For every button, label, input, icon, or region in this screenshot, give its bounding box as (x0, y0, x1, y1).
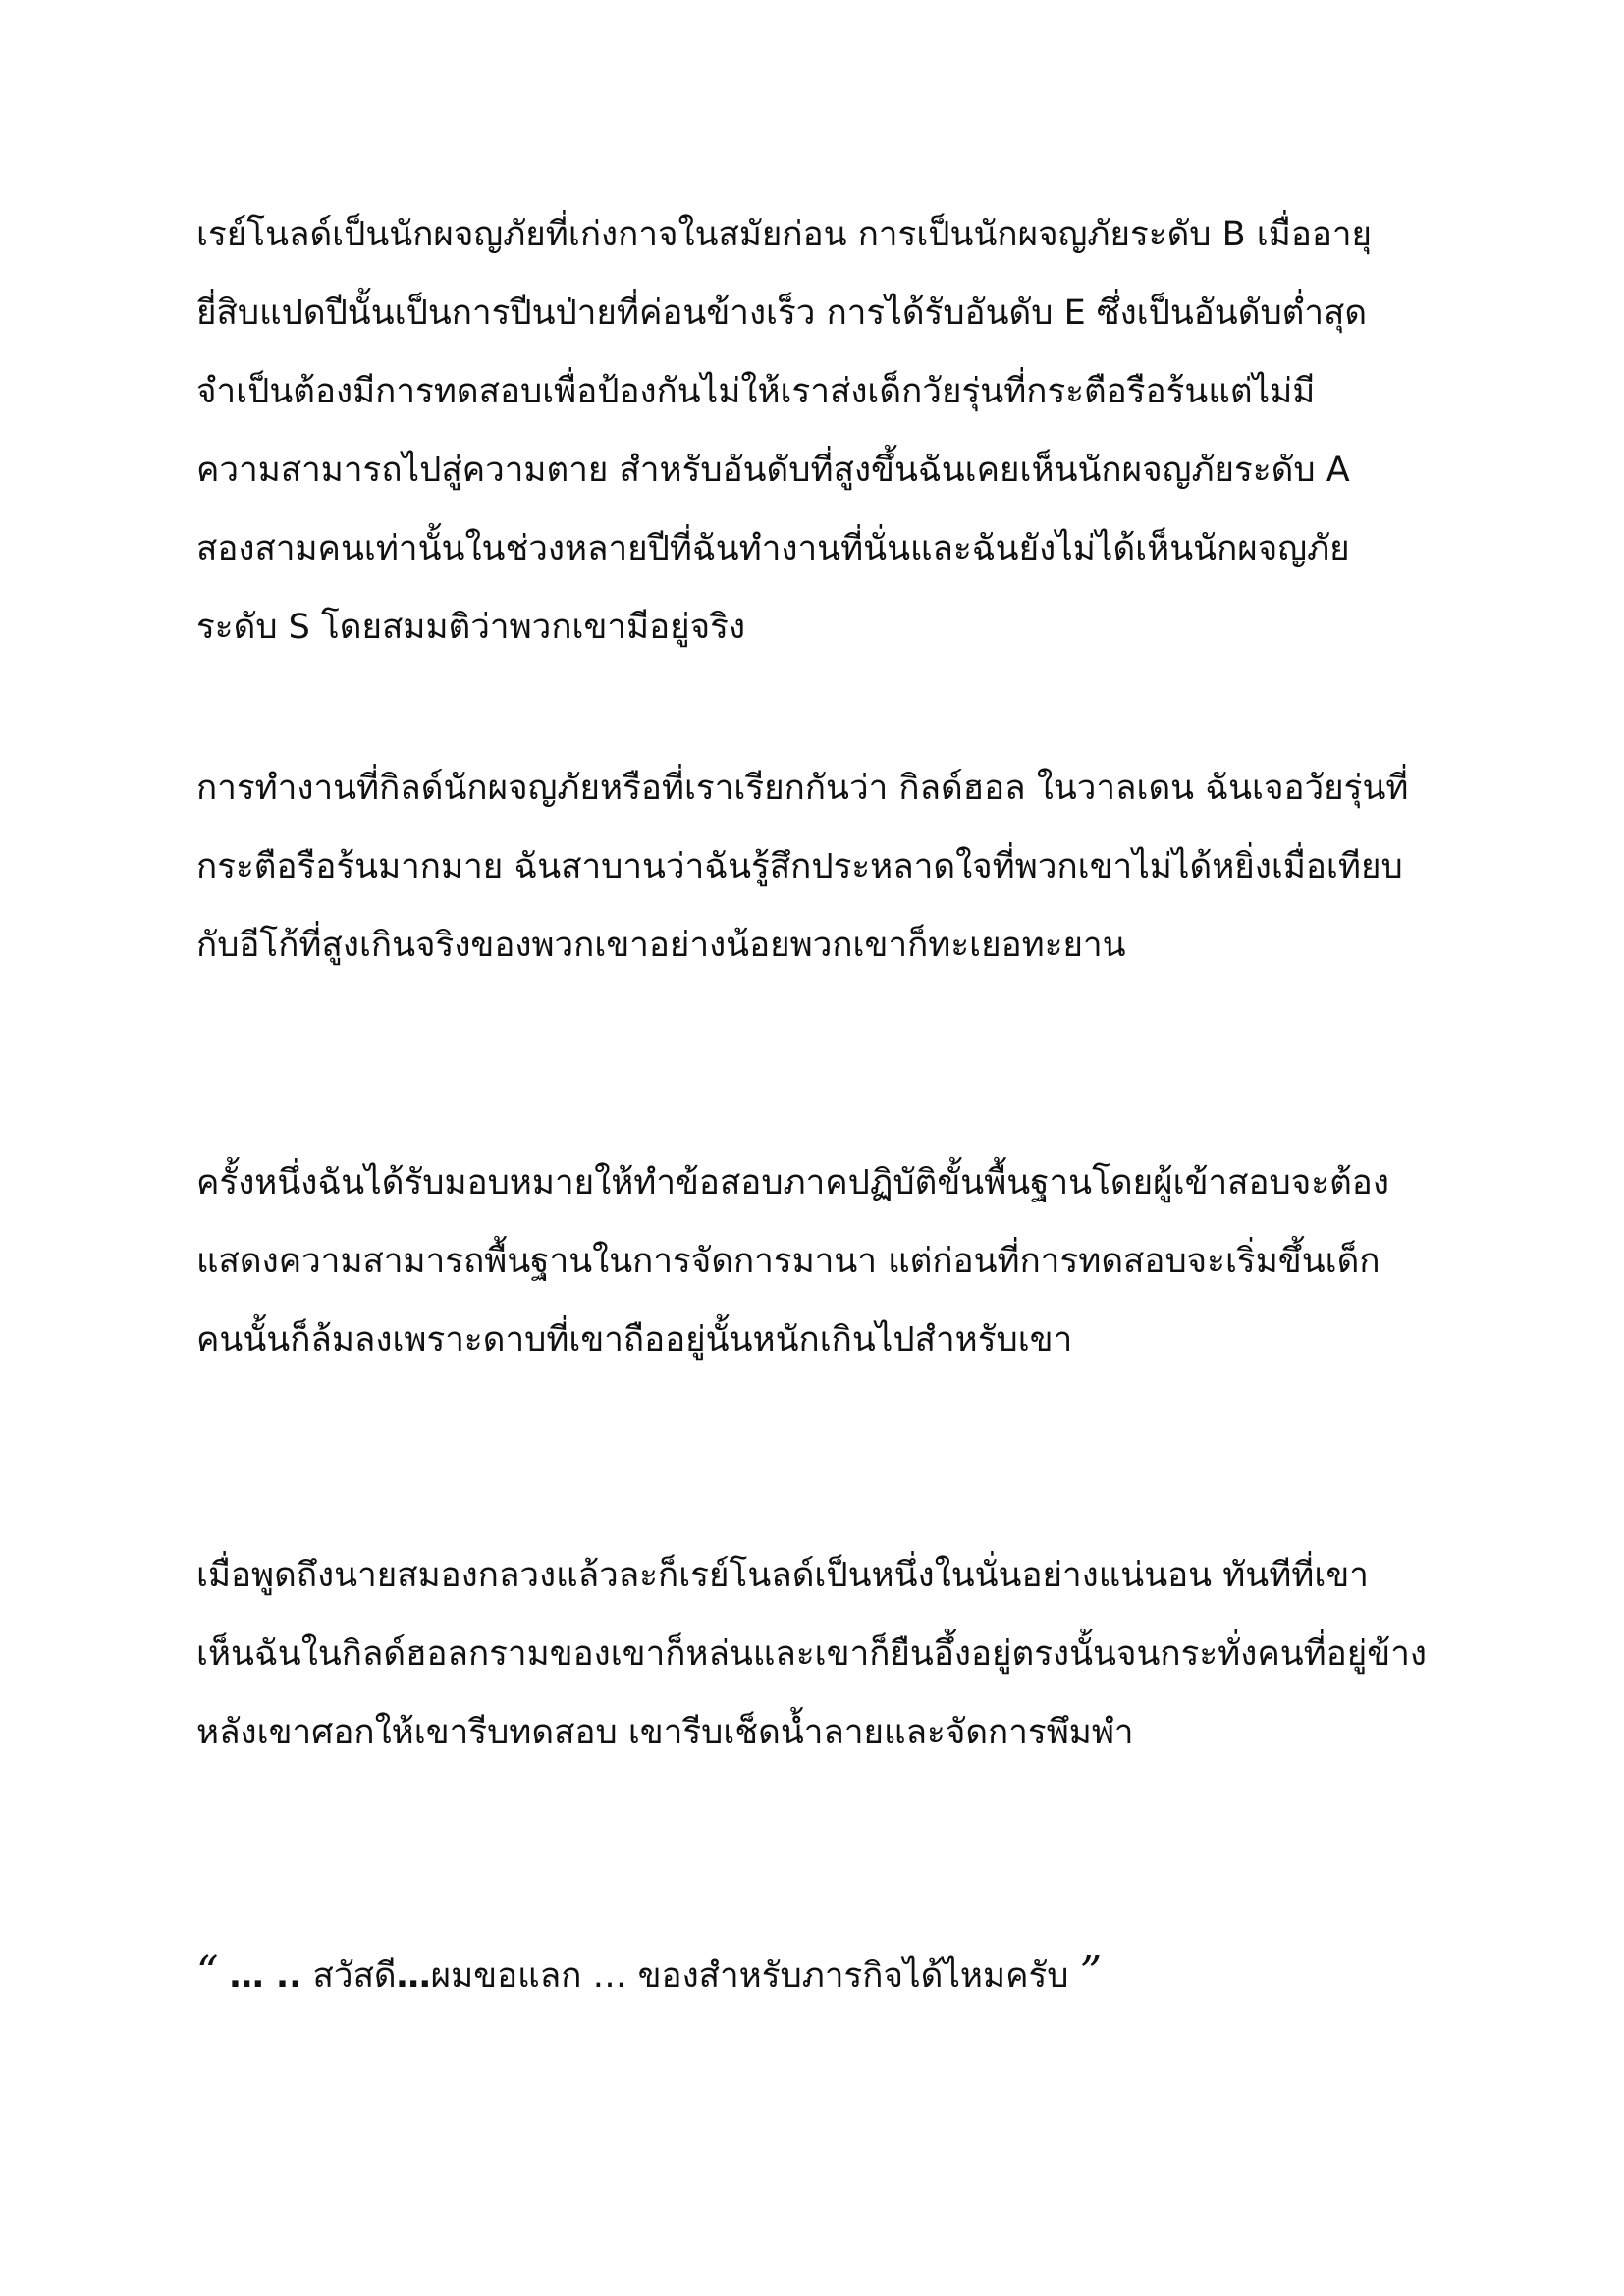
paragraph-1-line-5: สองสามคนเท่านั้นในช่วงหลายปีที่ฉันทำงานที่นั่นและฉันยังไม่ได้เห็นนักผจญภัย (196, 529, 1350, 568)
paragraph-1-line-6: ระดับ S โดยสมมติว่าพวกเขามีอยู่จริง (196, 608, 746, 647)
paragraph-4-line-3: หลังเขาศอกให้เขารีบทดสอบ เขารีบเช็ดน้ำลายและจัดการพึมพำ (196, 1713, 1134, 1752)
paragraph-1-line-3: จำเป็นต้องมีการทดสอบเพื่อป้องกันไม่ให้เราส่งเด็กวัยรุ่นที่กระตือรือร้นแต่ไม่มี (196, 372, 1316, 411)
paragraph-2-line-2: กระตือรือร้นมากมาย ฉันสาบานว่าฉันรู้สึกประหลาดใจที่พวกเขาไม่ได้หยิ่งเมื่อเทียบ (196, 847, 1403, 886)
paragraph-1-line-1: เรย์โนลด์เป็นนักผจญภัยที่เก่งกาจในสมัยก่อน การเป็นนักผจญภัยระดับ B เมื่ออายุ (196, 215, 1373, 254)
paragraph-4-line-2: เห็นฉันในกิลด์ฮอลกรามของเขาก็หล่นและเขาก็ยืนอึ้งอยู่ตรงนั้นจนกระทั่งคนที่อยู่ข้าง (196, 1634, 1427, 1674)
quote-leading-ellipsis: … .. (229, 1956, 302, 1996)
paragraph-3-line-2: แสดงความสามารถพื้นฐานในการจัดการมานา แต่ก่อนที่การทดสอบจะเริ่มขึ้นเด็ก (196, 1242, 1380, 1281)
paragraph-1-line-2: ยี่สิบแปดปีนั้นเป็นการปีนป่ายที่ค่อนข้างเร็ว การได้รับอันดับ E ซึ่งเป็นอันดับต่ำสุด (196, 294, 1368, 333)
dialogue-quote (196, 1949, 1473, 2001)
quote-text-greeting: สวัสดี (301, 1956, 397, 1996)
quote-text-request: ผมขอแลก … ของสำหรับภารกิจได้ไหมครับ (430, 1956, 1080, 1996)
paragraph-2-line-1: การทำงานที่กิลด์นักผจญภัยหรือที่เราเรียกกันว่า กิลด์ฮอล ในวาลเดน ฉันเจอวัยรุ่นที่ (196, 769, 1409, 808)
paragraph-3-line-3: คนนั้นก็ล้มลงเพราะดาบที่เขาถืออยู่นั้นหนักเกินไปสำหรับเขา (196, 1320, 1073, 1360)
paragraph-1-line-4: ความสามารถไปสู่ความตาย สำหรับอันดับที่สูงขึ้นฉันเคยเห็นนักผจญภัยระดับ A (196, 451, 1350, 490)
paragraph-2-line-3: กับอีโก้ที่สูงเกินจริงของพวกเขาอย่างน้อยพวกเขาก็ทะเยอทะยาน (196, 926, 1126, 965)
close-quote-mark: ” (1079, 1948, 1103, 1998)
open-quote-mark: “ (196, 1948, 219, 1998)
quote-mid-ellipsis: … (396, 1956, 431, 1996)
paragraph-3-line-1: ครั้งหนึ่งฉันได้รับมอบหมายให้ทำข้อสอบภาคปฏิบัติขั้นพื้นฐานโดยผู้เข้าสอบจะต้อง (196, 1163, 1389, 1202)
paragraph-4-line-1: เมื่อพูดถึงนายสมองกลวงแล้วละก็เรย์โนลด์เป็นหนึ่งในนั่นอย่างแน่นอน ทันทีที่เขา (196, 1556, 1369, 1595)
